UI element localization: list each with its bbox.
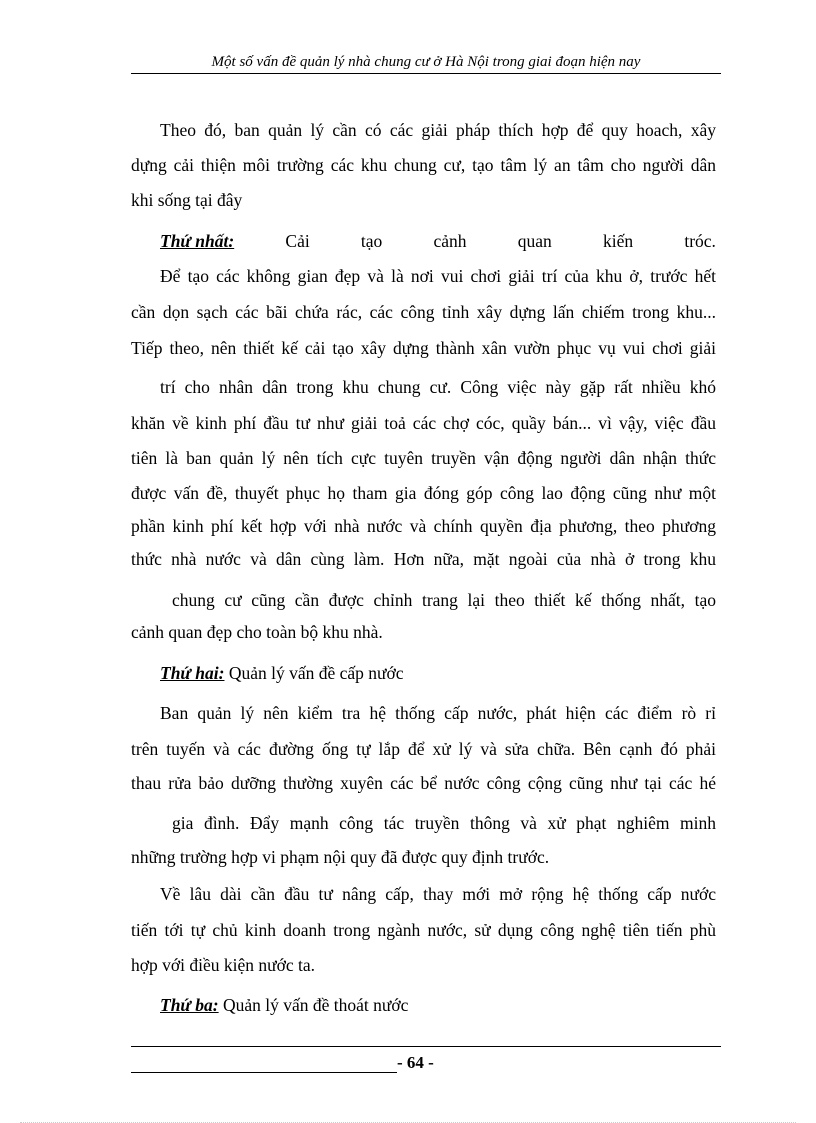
section-heading-third	[160, 993, 716, 1017]
body-line: thức nhà nước và dân cùng làm. Hơn nữa, mặt ngoài của nhà ở trong khu	[131, 549, 716, 569]
body-line: chung cư cũng cần được chỉnh trang lại theo thiết kế thống nhất, tạo	[172, 590, 716, 610]
body-line: những trường hợp vi phạm nội quy đã được quy định trước.	[131, 847, 550, 867]
section-heading-first	[160, 229, 716, 253]
body-line: Ban quản lý nên kiểm tra hệ thống cấp nước, phát hiện các điểm rò rỉ	[160, 703, 716, 723]
heading-lead: Thứ ba:	[160, 995, 219, 1015]
heading-word: tróc.	[684, 231, 716, 251]
body-line: Để tạo các không gian đẹp và là nơi vui chơi giải trí của khu ở, trước hết	[160, 266, 716, 286]
heading-word: quan	[517, 231, 552, 251]
body-line: khi sống tại đây	[131, 190, 243, 210]
heading-lead: Thứ hai:	[160, 663, 225, 683]
heading-lead: Thứ nhất:	[160, 231, 235, 251]
footer-rule	[131, 1046, 721, 1047]
running-header: Một số vấn đề quản lý nhà chung cư ở Hà Nội trong giai đoạn hiện nay	[211, 54, 641, 70]
body-line: được vấn đề, thuyết phục họ tham gia đóng góp công lao động cũng như một	[131, 483, 716, 503]
body-line: phần kinh phí kết hợp với nhà nước và chính quyền địa phương, theo phương	[131, 516, 716, 536]
page-number: - 64 -	[397, 1053, 434, 1072]
heading-word: kiến	[602, 231, 634, 251]
section-heading-second	[160, 661, 716, 685]
body-line: trí cho nhân dân trong khu chung cư. Công việc này gặp rất nhiều khó	[160, 377, 716, 397]
body-line: cảnh quan đẹp cho toàn bộ khu nhà.	[131, 622, 383, 642]
body-line: hợp với điều kiện nước ta.	[131, 955, 316, 975]
heading-word: cảnh	[433, 231, 467, 251]
footer-rule-short	[131, 1072, 397, 1073]
body-line: dựng cải thiện môi trường các khu chung cư, tạo tâm lý an tâm cho người dân	[131, 155, 716, 175]
body-line: khăn về kinh phí đầu tư như giải toả các chợ cóc, quầy bán... vì vậy, việc đầu	[131, 413, 716, 433]
heading-text: Quản lý vấn đề cấp nước	[224, 663, 404, 683]
body-line: Về lâu dài cần đầu tư nâng cấp, thay mới mở rộng hệ thống cấp nước	[160, 884, 716, 904]
body-line: cần dọn sạch các bãi chứa rác, các công tỉnh xây dựng lấn chiếm trong khu...	[131, 302, 716, 322]
header-rule	[131, 73, 721, 74]
heading-word: tạo	[360, 231, 383, 251]
body-line: trên tuyến và các đường ống tự lắp để xử lý và sửa chữa. Bên cạnh đó phải	[131, 739, 716, 759]
body-line: gia đình. Đẩy mạnh công tác truyền thông và xử phạt nghiêm minh	[172, 813, 716, 833]
body-line: tiến tới tự chủ kinh doanh trong ngành nước, sử dụng công nghệ tiên tiến phù	[131, 920, 716, 940]
body-line: tiên là ban quản lý nên tích cực tuyên truyền vận động người dân nhận thức	[131, 448, 716, 468]
body-line: thau rửa bảo dưỡng thường xuyên các bể nước công cộng cũng như tại các hé	[131, 773, 716, 793]
heading-word: Cải	[285, 231, 310, 251]
heading-text: Quản lý vấn đề thoát nước	[218, 995, 409, 1015]
body-line: Tiếp theo, nên thiết kế cải tạo xây dựng thành xân vườn phục vụ vui chơi giải	[131, 338, 716, 358]
body-line: Theo đó, ban quản lý cần có các giải pháp thích hợp để quy hoach, xây	[160, 120, 716, 140]
